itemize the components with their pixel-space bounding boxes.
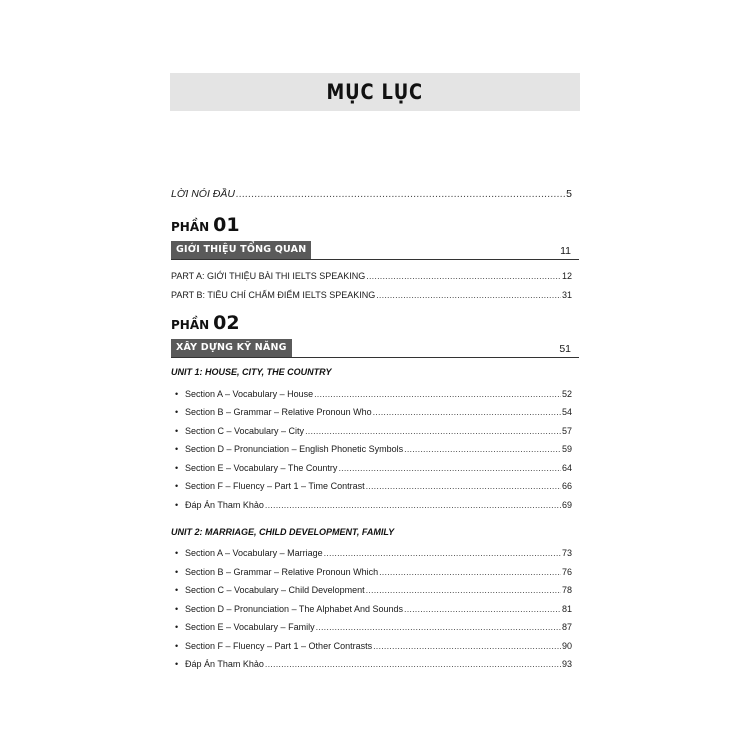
toc-entry-label: Section F – Fluency – Part 1 – Other Contrasts xyxy=(185,641,373,651)
dot-leader xyxy=(305,426,561,436)
toc-entry-label: Đáp Án Tham Khảo xyxy=(185,500,264,510)
toc-row[interactable] xyxy=(175,548,572,558)
toc-row[interactable] xyxy=(175,622,572,632)
toc-entry-label: Đáp Án Tham Khảo xyxy=(185,659,264,669)
toc-entry-label: Section B – Grammar – Relative Pronoun Which xyxy=(185,567,379,577)
toc-row[interactable] xyxy=(175,585,572,595)
toc-page-number: 66 xyxy=(561,481,572,491)
toc-row[interactable] xyxy=(175,463,572,473)
toc-page-number: 69 xyxy=(561,500,572,510)
part-2-section-bar[interactable] xyxy=(171,339,579,358)
title-banner xyxy=(170,73,580,111)
part-1-section-bar[interactable] xyxy=(171,241,579,260)
toc-page-number: 54 xyxy=(561,407,572,417)
bullet-icon: • xyxy=(175,481,179,491)
unit-1-title: UNIT 1: HOUSE, CITY, THE COUNTRY xyxy=(171,367,332,377)
toc-entry-label: Section E – Vocabulary – Family xyxy=(185,622,315,632)
toc-row[interactable] xyxy=(175,444,572,454)
dot-leader xyxy=(366,481,561,491)
toc-entry-label: PART A: GIỚI THIỆU BÀI THI IELTS SPEAKING xyxy=(171,271,366,281)
toc-page-number: 59 xyxy=(561,444,572,454)
toc-entry-label: Section C – Vocabulary – City xyxy=(185,426,305,436)
bullet-icon: • xyxy=(175,659,179,669)
toc-page-number: 64 xyxy=(561,463,572,473)
toc-page-number: 87 xyxy=(561,622,572,632)
toc-row[interactable] xyxy=(175,407,572,417)
bullet-icon: • xyxy=(175,585,179,595)
toc-entry-label: Section D – Pronunciation – The Alphabet And Sounds xyxy=(185,604,403,614)
toc-page-number: 5 xyxy=(566,188,572,200)
toc-entry-label: Section F – Fluency – Part 1 – Time Contrast xyxy=(185,481,365,491)
toc-row[interactable] xyxy=(171,290,572,300)
toc-row[interactable] xyxy=(175,500,572,510)
bullet-icon: • xyxy=(175,567,179,577)
bullet-icon: • xyxy=(175,604,179,614)
dot-leader xyxy=(314,389,561,399)
toc-row[interactable] xyxy=(175,659,572,669)
toc-entry-label: Section E – Vocabulary – The Country xyxy=(185,463,338,473)
toc-row[interactable] xyxy=(175,641,572,651)
bullet-icon: • xyxy=(175,500,179,510)
part-word: PHẦN xyxy=(171,318,210,332)
toc-page-number: 90 xyxy=(561,641,572,651)
part-word: PHẦN xyxy=(171,220,210,234)
toc-entry-label: Section C – Vocabulary – Child Development xyxy=(185,585,365,595)
toc-row[interactable] xyxy=(175,426,572,436)
page-title: MỤC LỤC xyxy=(326,80,424,104)
bullet-icon: • xyxy=(175,641,179,651)
dot-leader xyxy=(366,585,561,595)
toc-row[interactable] xyxy=(175,567,572,577)
dot-leader xyxy=(366,271,561,281)
dot-leader xyxy=(316,622,561,632)
part-1-page: 11 xyxy=(560,245,571,257)
part-1-title: GIỚI THIỆU TỔNG QUAN xyxy=(171,241,311,259)
toc-entry-label: Section D – Pronunciation – English Phonetic Symbols xyxy=(185,444,404,454)
toc-page-number: 52 xyxy=(561,389,572,399)
dot-leader xyxy=(404,604,561,614)
dot-leader xyxy=(376,290,561,300)
part-2-page: 51 xyxy=(559,343,571,355)
toc-page-number: 12 xyxy=(561,271,572,281)
toc-row-preface[interactable] xyxy=(171,188,572,200)
part-2-title: XÂY DỰNG KỸ NĂNG xyxy=(171,339,292,357)
toc-entry-label: Section A – Vocabulary – House xyxy=(185,389,314,399)
bullet-icon: • xyxy=(175,407,179,417)
toc-row[interactable] xyxy=(171,271,572,281)
toc-row[interactable] xyxy=(175,604,572,614)
dot-leader xyxy=(379,567,561,577)
toc-page-number: 93 xyxy=(561,659,572,669)
dot-leader xyxy=(324,548,561,558)
toc-entry-label: Section A – Vocabulary – Marriage xyxy=(185,548,323,558)
toc-entry-label: LỜI NÓI ĐẦU xyxy=(171,188,235,200)
bullet-icon: • xyxy=(175,389,179,399)
toc-page-number: 31 xyxy=(561,290,572,300)
toc-page-number: 76 xyxy=(561,567,572,577)
dot-leader xyxy=(404,444,561,454)
dot-leader xyxy=(338,463,561,473)
unit-2-title: UNIT 2: MARRIAGE, CHILD DEVELOPMENT, FAMILY xyxy=(171,527,395,537)
dot-leader xyxy=(373,641,561,651)
dot-leader xyxy=(236,188,565,200)
toc-page-number: 78 xyxy=(561,585,572,595)
toc-row[interactable] xyxy=(175,481,572,491)
bullet-icon: • xyxy=(175,463,179,473)
part-1-heading xyxy=(171,214,240,236)
dot-leader xyxy=(373,407,561,417)
toc-entry-label: PART B: TIÊU CHÍ CHẤM ĐIỂM IELTS SPEAKING xyxy=(171,290,376,300)
toc-entry-label: Section B – Grammar – Relative Pronoun Who xyxy=(185,407,372,417)
dot-leader xyxy=(265,659,561,669)
bullet-icon: • xyxy=(175,426,179,436)
toc-page-number: 73 xyxy=(561,548,572,558)
part-2-heading xyxy=(171,312,240,334)
toc-page-number: 57 xyxy=(561,426,572,436)
toc-row[interactable] xyxy=(175,389,572,399)
part-number: 01 xyxy=(213,214,240,236)
toc-page-number: 81 xyxy=(561,604,572,614)
part-number: 02 xyxy=(213,312,240,334)
dot-leader xyxy=(265,500,561,510)
bullet-icon: • xyxy=(175,622,179,632)
bullet-icon: • xyxy=(175,548,179,558)
bullet-icon: • xyxy=(175,444,179,454)
